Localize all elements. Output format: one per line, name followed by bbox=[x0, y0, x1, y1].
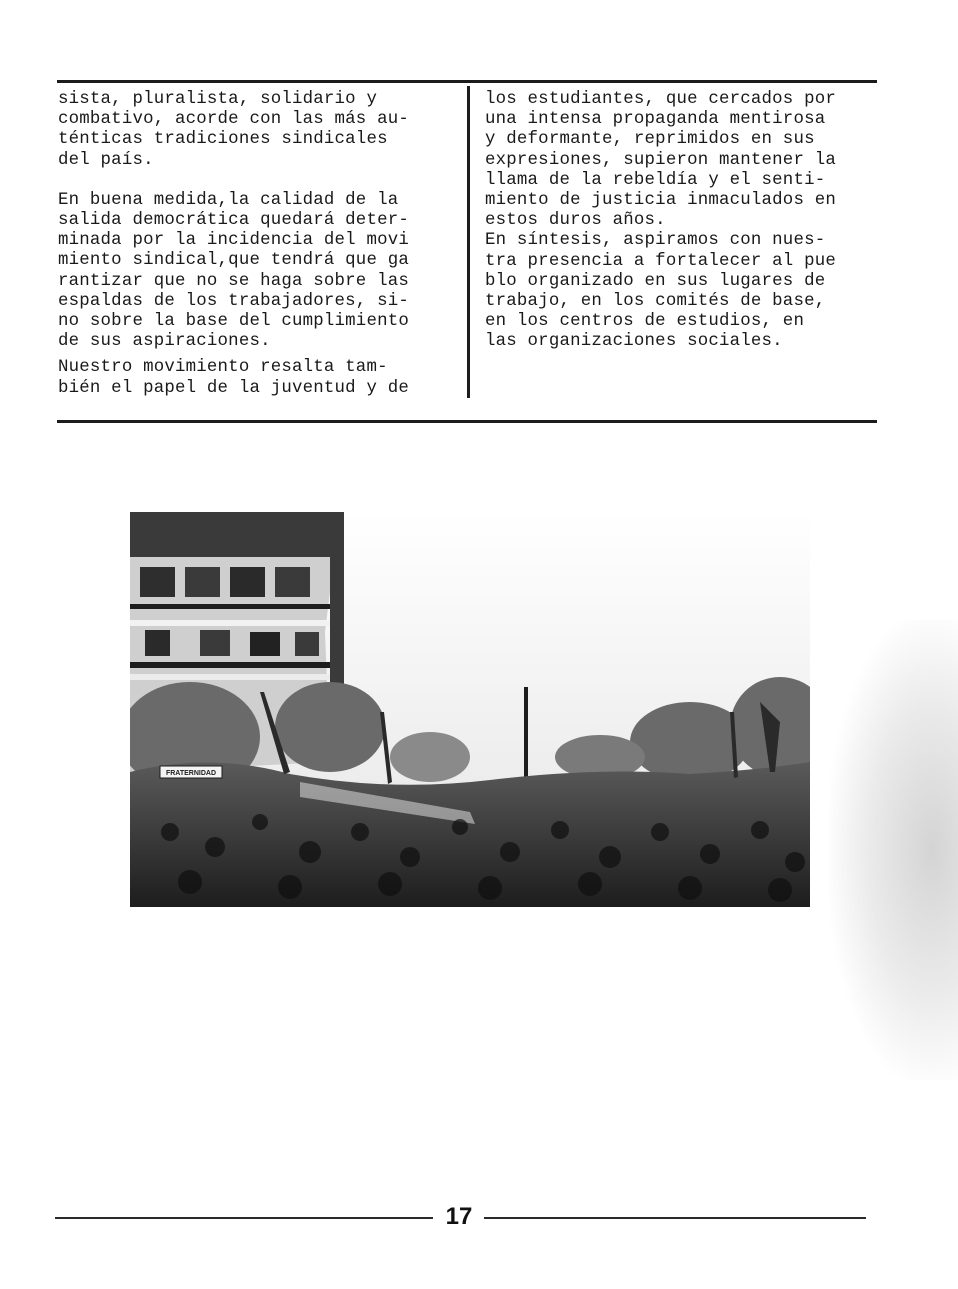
text-line: En buena medida,la calidad de la bbox=[58, 190, 399, 210]
right-paragraph-2 bbox=[485, 231, 880, 352]
text-line: En síntesis, aspiramos con nues- bbox=[485, 231, 826, 251]
crowd bbox=[130, 762, 810, 907]
text-line: bién el papel de la juventud y de bbox=[58, 378, 409, 398]
column-divider bbox=[467, 86, 470, 398]
paragraph-gap bbox=[58, 171, 463, 191]
text-line: blo organizado en sus lugares de bbox=[485, 271, 826, 291]
right-paragraph-1 bbox=[485, 90, 880, 231]
paper-stain bbox=[830, 620, 958, 1080]
text-line: minada por la incidencia del movi bbox=[58, 231, 409, 251]
left-text-column bbox=[58, 90, 463, 399]
text-line: trabajo, en los comités de base, bbox=[485, 292, 826, 312]
text-line: rantizar que no se haga sobre las bbox=[58, 271, 409, 291]
left-paragraph-1 bbox=[58, 90, 463, 171]
page-number: 17 bbox=[445, 1203, 473, 1230]
text-line: miento de justicia inmaculados en bbox=[485, 191, 836, 211]
text-line: las organizaciones sociales. bbox=[485, 332, 783, 352]
section-rule bbox=[57, 420, 877, 423]
text-line: salida democrática quedará deter- bbox=[58, 211, 409, 231]
text-line: ténticas tradiciones sindicales bbox=[58, 130, 388, 150]
top-rule bbox=[57, 80, 877, 83]
footer-rule-left bbox=[55, 1217, 433, 1219]
text-line: tra presencia a fortalecer al pue bbox=[485, 251, 836, 271]
text-line: sista, pluralista, solidario y bbox=[58, 90, 378, 109]
banner bbox=[160, 766, 222, 778]
crowd-photo bbox=[130, 512, 810, 907]
text-line: del país. bbox=[58, 150, 154, 170]
right-text-column bbox=[485, 90, 880, 353]
banner-text: FRATERNIDAD bbox=[165, 770, 217, 777]
text-line: miento sindical,que tendrá que ga bbox=[58, 251, 409, 271]
text-line: y deformante, reprimidos en sus bbox=[485, 130, 815, 150]
text-line: llama de la rebeldía y el senti- bbox=[485, 170, 826, 190]
text-line: expresiones, supieron mantener la bbox=[485, 150, 836, 170]
text-line: estos duros años. bbox=[485, 211, 666, 231]
left-paragraph-2 bbox=[58, 191, 463, 353]
text-line: los estudiantes, que cercados por bbox=[485, 90, 836, 109]
text-line: una intensa propaganda mentirosa bbox=[485, 110, 826, 130]
text-line: en los centros de estudios, en bbox=[485, 312, 805, 332]
left-paragraph-3 bbox=[58, 358, 463, 398]
crowd-photo-drawing bbox=[130, 512, 810, 907]
footer-rule-right bbox=[484, 1217, 866, 1219]
text-line: espaldas de los trabajadores, si- bbox=[58, 291, 409, 311]
text-line: Nuestro movimiento resalta tam- bbox=[58, 358, 388, 378]
text-line: no sobre la base del cumplimiento bbox=[58, 312, 409, 332]
text-line: de sus aspiraciones. bbox=[58, 332, 271, 352]
text-line: combativo, acorde con las más au- bbox=[58, 110, 409, 130]
